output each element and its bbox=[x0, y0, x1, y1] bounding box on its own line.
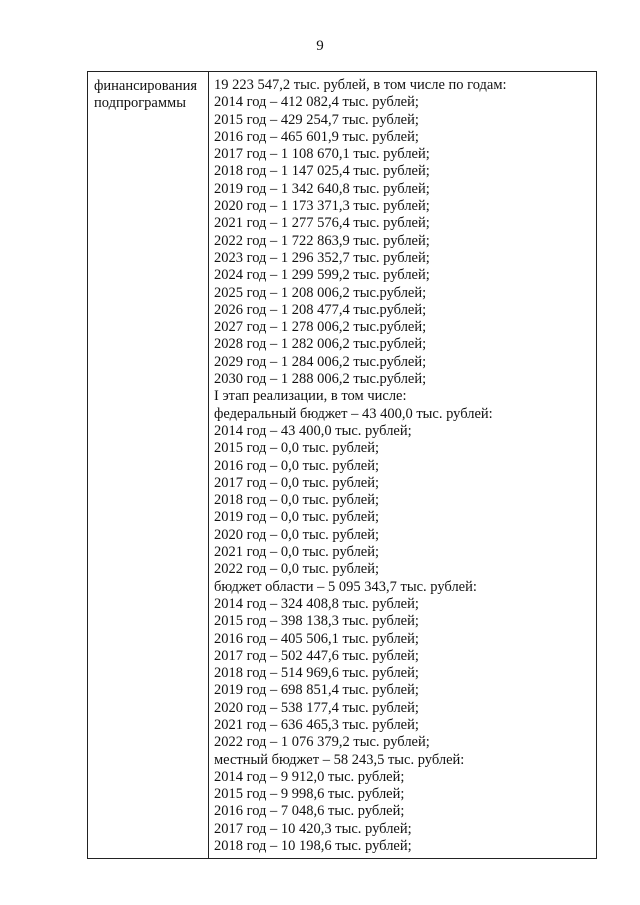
financing-line: 2017 год – 1 108 670,1 тыс. рублей; bbox=[214, 146, 430, 163]
financing-line: 2016 год – 7 048,6 тыс. рублей; bbox=[214, 803, 405, 820]
financing-line: 2022 год – 1 722 863,9 тыс. рублей; bbox=[214, 232, 430, 249]
financing-table bbox=[87, 71, 597, 859]
financing-line: 19 223 547,2 тыс. рублей, в том числе по годам: bbox=[214, 77, 507, 93]
financing-line: 2030 год – 1 288 006,2 тыс.рублей; bbox=[214, 371, 427, 388]
financing-line: 2020 год – 1 173 371,3 тыс. рублей; bbox=[214, 198, 430, 215]
financing-line: 2021 год – 1 277 576,4 тыс. рублей; bbox=[214, 215, 430, 232]
financing-line: 2015 год – 9 998,6 тыс. рублей; bbox=[214, 786, 405, 803]
financing-line: 2026 год – 1 208 477,4 тыс.рублей; bbox=[214, 301, 427, 318]
financing-line: 2014 год – 412 082,4 тыс. рублей; bbox=[214, 94, 419, 111]
financing-line: 2020 год – 538 177,4 тыс. рублей; bbox=[214, 699, 419, 716]
financing-line: 2015 год – 0,0 тыс. рублей; bbox=[214, 440, 380, 457]
label-cell bbox=[88, 72, 209, 858]
financing-line: 2027 год – 1 278 006,2 тыс.рублей; bbox=[214, 319, 427, 336]
financing-line: 2017 год – 502 447,6 тыс. рублей; bbox=[214, 647, 419, 664]
financing-line: 2024 год – 1 299 599,2 тыс. рублей; bbox=[214, 267, 430, 284]
financing-line: 2016 год – 405 506,1 тыс. рублей; bbox=[214, 630, 419, 647]
financing-line: 2023 год – 1 296 352,7 тыс. рублей; bbox=[214, 249, 430, 266]
financing-line: 2019 год – 698 851,4 тыс. рублей; bbox=[214, 682, 419, 699]
financing-line: 2022 год – 1 076 379,2 тыс. рублей; bbox=[214, 734, 430, 751]
label-line: подпрограммы bbox=[94, 95, 186, 112]
financing-line: 2017 год – 10 420,3 тыс. рублей; bbox=[214, 820, 412, 837]
financing-line: 2014 год – 9 912,0 тыс. рублей; bbox=[214, 768, 405, 785]
financing-line: местный бюджет – 58 243,5 тыс. рублей: bbox=[214, 751, 465, 768]
financing-line: 2021 год – 0,0 тыс. рублей; bbox=[214, 544, 380, 561]
financing-line: 2014 год – 324 408,8 тыс. рублей; bbox=[214, 595, 419, 612]
financing-line: 2016 год – 465 601,9 тыс. рублей; bbox=[214, 128, 419, 145]
financing-line: 2016 год – 0,0 тыс. рублей; bbox=[214, 457, 380, 474]
financing-line: 2025 год – 1 208 006,2 тыс.рублей; bbox=[214, 284, 427, 301]
financing-line: 2018 год – 1 147 025,4 тыс. рублей; bbox=[214, 163, 430, 180]
financing-line: I этап реализации, в том числе: bbox=[214, 388, 407, 405]
label-line: финансирования bbox=[94, 78, 198, 94]
financing-line: 2018 год – 514 969,6 тыс. рублей; bbox=[214, 665, 419, 682]
financing-line: федеральный бюджет – 43 400,0 тыс. рублей: bbox=[214, 405, 493, 422]
financing-line: 2015 год – 429 254,7 тыс. рублей; bbox=[214, 111, 419, 128]
financing-line: 2015 год – 398 138,3 тыс. рублей; bbox=[214, 613, 419, 630]
financing-line: 2014 год – 43 400,0 тыс. рублей; bbox=[214, 422, 412, 439]
financing-line: 2022 год – 0,0 тыс. рублей; bbox=[214, 561, 380, 578]
financing-line: 2019 год – 0,0 тыс. рублей; bbox=[214, 509, 380, 526]
content-cell bbox=[209, 72, 596, 855]
financing-line: бюджет области – 5 095 343,7 тыс. рублей: bbox=[214, 578, 477, 595]
page-number: 9 bbox=[316, 38, 324, 54]
financing-line: 2028 год – 1 282 006,2 тыс.рублей; bbox=[214, 336, 427, 353]
financing-line: 2021 год – 636 465,3 тыс. рублей; bbox=[214, 716, 419, 733]
financing-line: 2018 год – 10 198,6 тыс. рублей; bbox=[214, 838, 412, 855]
financing-line: 2017 год – 0,0 тыс. рублей; bbox=[214, 474, 380, 491]
financing-line: 2020 год – 0,0 тыс. рублей; bbox=[214, 526, 380, 543]
financing-line: 2019 год – 1 342 640,8 тыс. рублей; bbox=[214, 180, 430, 197]
financing-line: 2018 год – 0,0 тыс. рублей; bbox=[214, 492, 380, 509]
financing-line: 2029 год – 1 284 006,2 тыс.рублей; bbox=[214, 353, 427, 370]
